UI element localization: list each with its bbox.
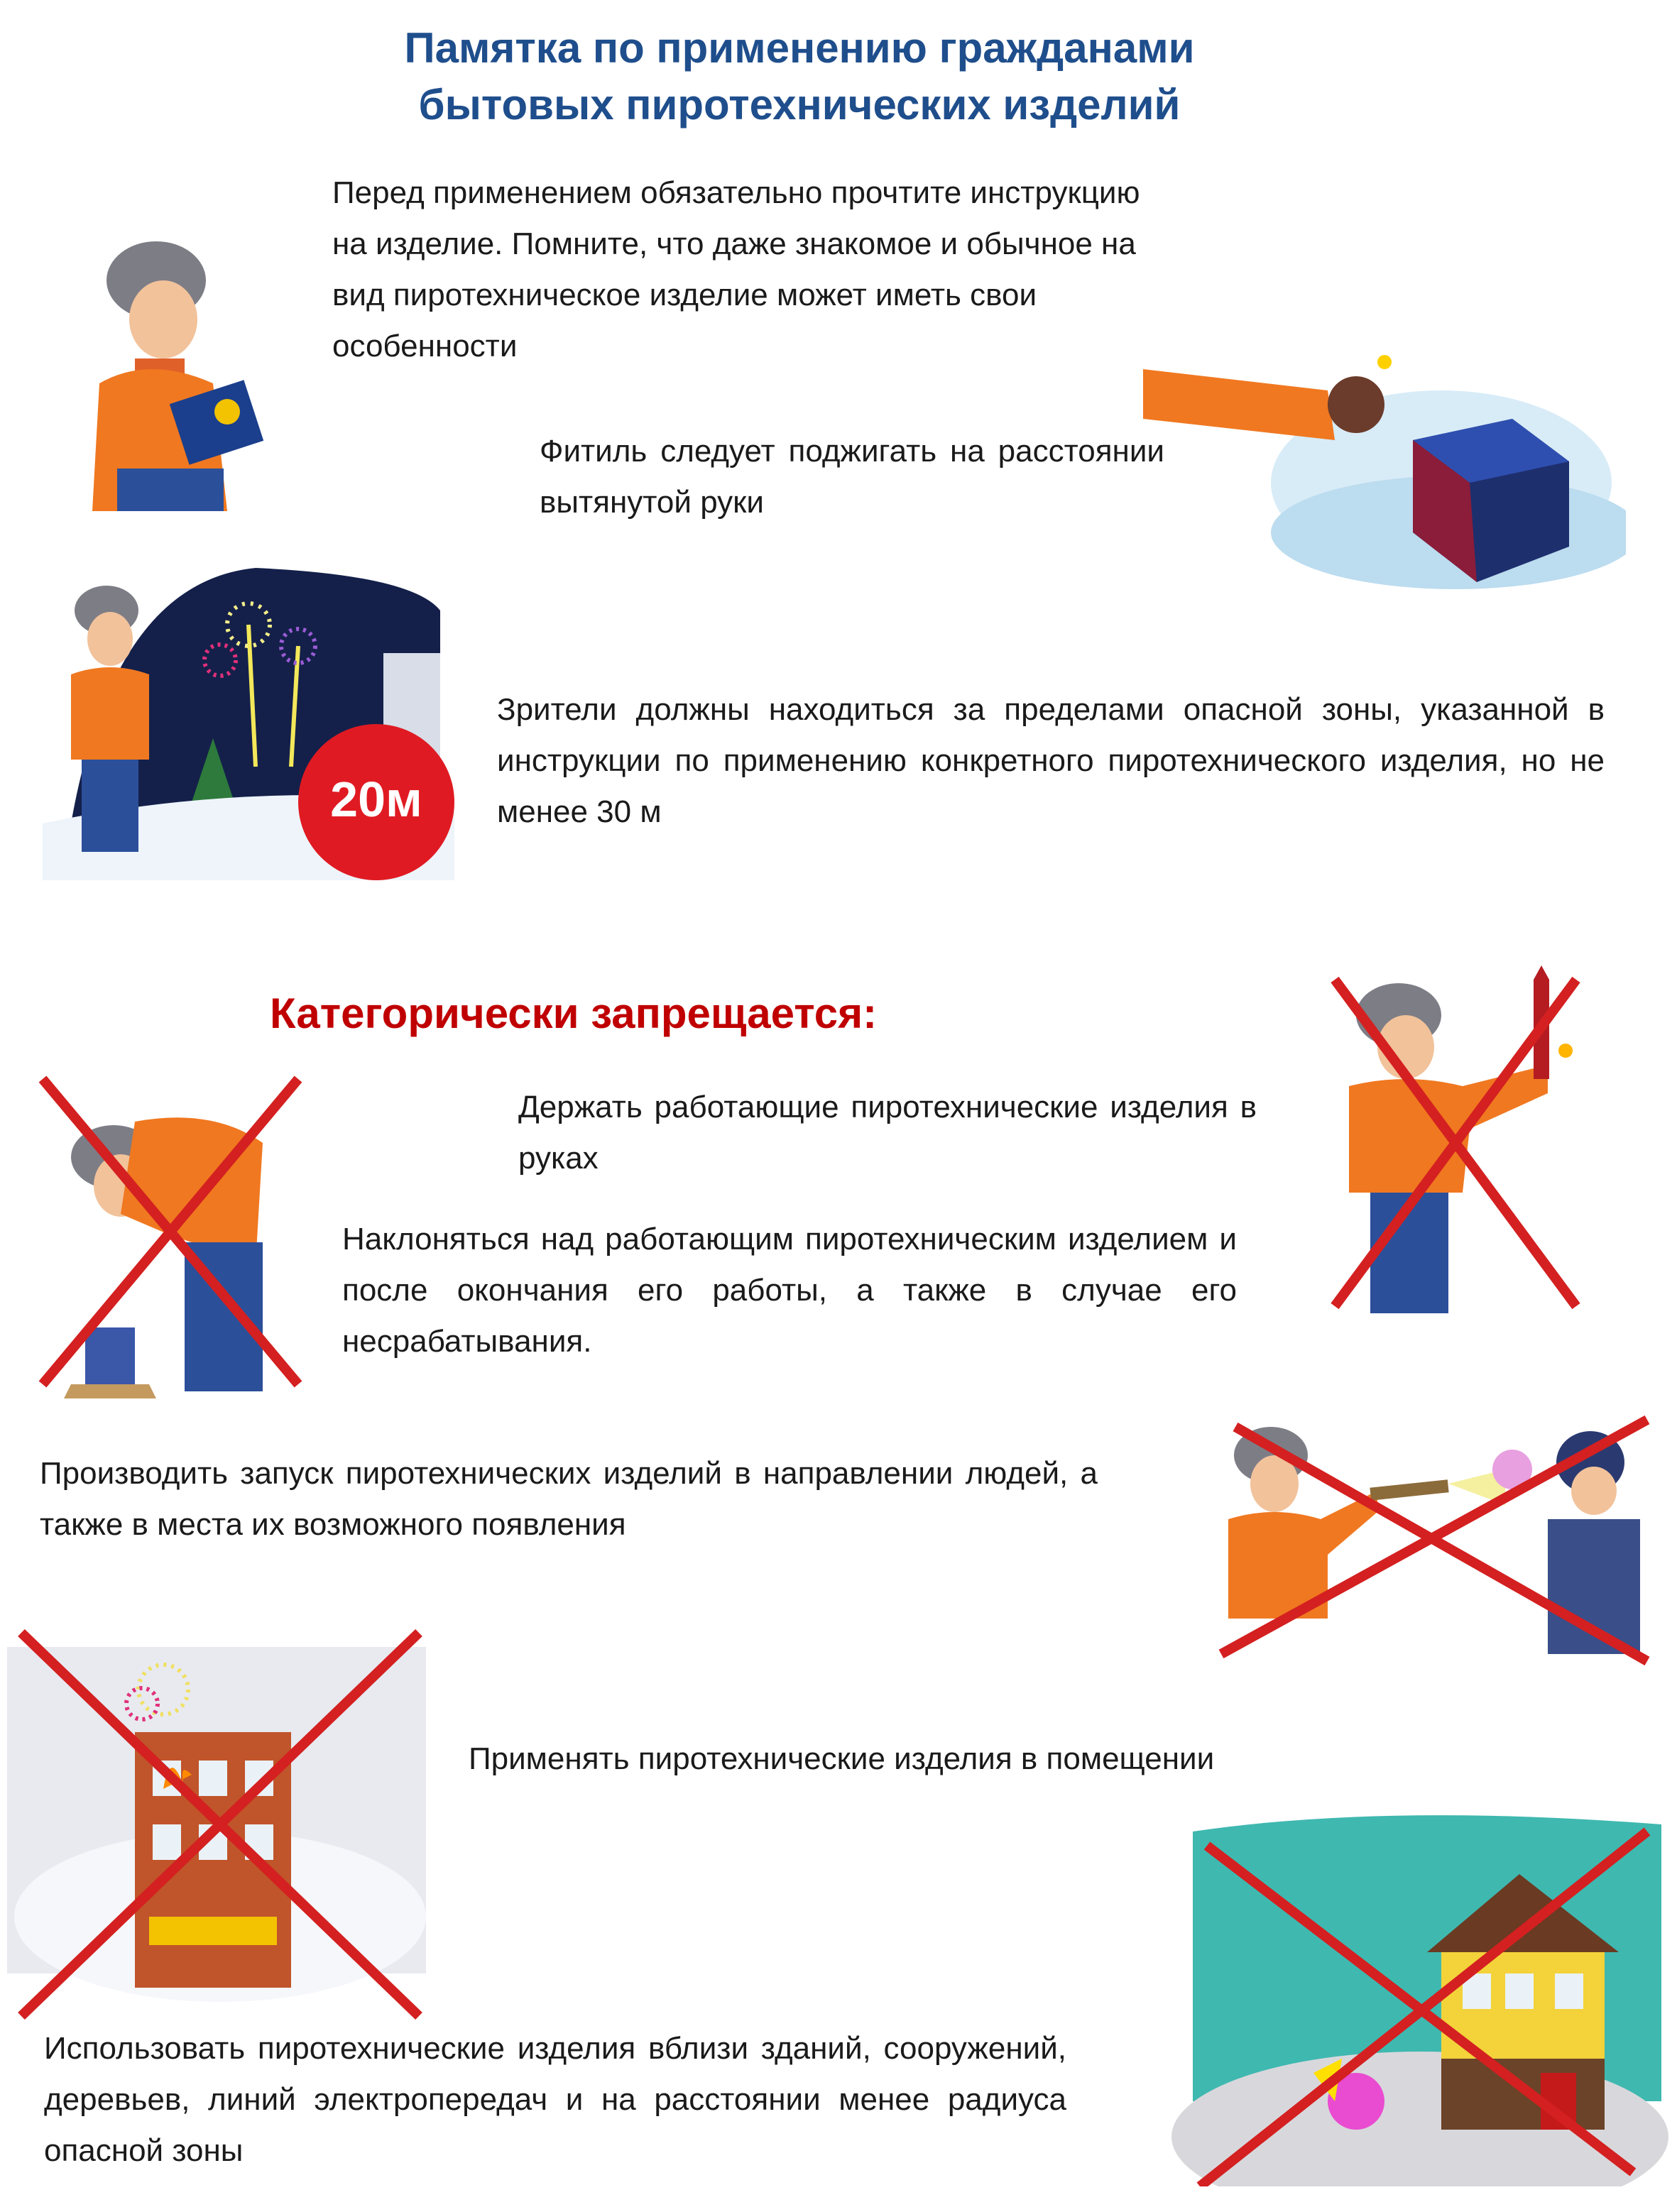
forbidden-item-lean: Наклоняться над работающим пиротехническим изделием и после окончания его работы, а также в случае его несрабатывания. bbox=[342, 1222, 1237, 1359]
forbidden-item-people: Производить запуск пиротехнических изделий в направлении людей, а также в места их возможного появления bbox=[40, 1456, 1098, 1542]
title-line-1: Памятка по применению гражданами bbox=[404, 24, 1195, 72]
fuse-text: Фитиль следует поджигать на расстоянии вытянутой руки bbox=[540, 434, 1164, 520]
arm-lighting-fuse-illustration bbox=[1143, 298, 1626, 596]
forbidden-item-hold: Держать работающие пиротехнические изделия в руках bbox=[518, 1090, 1257, 1176]
fireworks-near-house-illustration bbox=[1171, 1803, 1668, 2186]
read-instructions-text: Перед применением обязательно прочтите инструкцию на изделие. Помните, что даже знакомое и обычное на вид пиротехническое изделие может иметь свои особенности bbox=[332, 175, 1140, 363]
leaning-over-firework-illustration bbox=[28, 1065, 312, 1398]
firing-at-people-illustration bbox=[1207, 1413, 1661, 1668]
forbidden-heading: Категорически запрещается: bbox=[270, 990, 878, 1037]
spectators-text: Зрители должны находиться за пределами опасной зоны, указанной в инструкции по применению конкретного пиротехнического изделия, но не менее 30 м bbox=[497, 692, 1605, 829]
title-line-2: бытовых пиротехнических изделий bbox=[418, 81, 1181, 128]
hand-held-rocket-illustration bbox=[1321, 965, 1590, 1320]
distance-badge-text: 20м bbox=[330, 772, 422, 827]
forbidden-item-indoors: Применять пиротехнические изделия в помещении bbox=[469, 1741, 1215, 1776]
fireworks-indoors-illustration bbox=[7, 1619, 426, 2030]
forbidden-item-buildings: Использовать пиротехнические изделия вблизи зданий, сооружений, деревьев, линий электропередач и на расстоянии менее радиуса опасной зоны bbox=[44, 2031, 1066, 2168]
person-holding-box-illustration bbox=[50, 213, 284, 511]
page-title bbox=[0, 20, 1677, 133]
spectators-fireworks-illustration bbox=[43, 568, 454, 880]
